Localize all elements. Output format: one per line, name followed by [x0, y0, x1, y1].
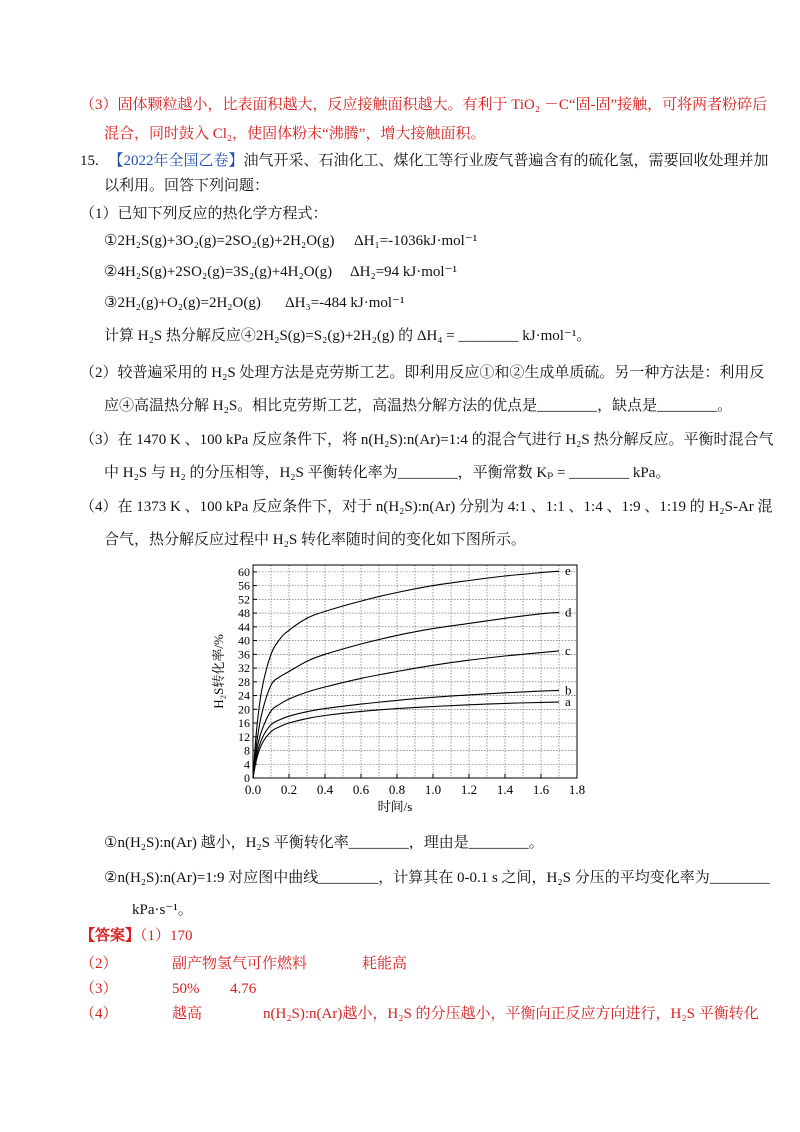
conversion-chart — [210, 555, 590, 820]
part1-calc: 计算 H₂S 热分解反应④2H₂S(g)=S₂(g)+2H₂(g) 的 ΔH₄ = ________ kJ·mol⁻¹。 — [104, 328, 592, 344]
y-tick-label: 32 — [238, 661, 250, 676]
answer-2-num: （2） — [80, 956, 118, 972]
x-axis-label: 时间/s — [377, 799, 413, 814]
y-tick-label: 40 — [238, 633, 250, 648]
x-tick-label: 0.6 — [352, 782, 370, 797]
y-tick-label: 48 — [238, 606, 250, 621]
part4-line-1: （4）在 1373 K 、100 kPa 反应条件下，对于 n(H₂S):n(Ar) 分别为 4:1 、1:1 、1:4 、1:9 、1:19 的 H₂S-Ar 混 — [80, 499, 773, 515]
equation-3-dh: ΔH₃=-484 kJ·mol⁻¹ — [285, 295, 405, 311]
y-tick-label: 44 — [238, 619, 250, 634]
series-line-e — [253, 571, 559, 778]
equation-2 — [104, 262, 457, 282]
equation-2-dh: ΔH₂=94 kJ·mol⁻¹ — [350, 264, 457, 280]
x-tick-label: 1.8 — [568, 782, 586, 797]
y-tick-label: 24 — [238, 688, 250, 703]
x-tick-label: 0.8 — [388, 782, 406, 797]
y-tick-label: 0 — [244, 771, 250, 785]
answer-line-3 — [80, 979, 257, 999]
answer-1: （1）170 — [140, 928, 193, 944]
x-tick-label: 1.6 — [532, 782, 550, 797]
answer-line-1 — [80, 926, 193, 946]
equation-1 — [104, 231, 478, 251]
y-tick-label: 8 — [244, 743, 250, 758]
series-label-b: b — [565, 682, 572, 698]
equation-3-text: ③2H₂(g)+O₂(g)=2H₂O(g) — [104, 295, 261, 311]
intro-line-2: 混合，同时鼓入 Cl₂，使固体粉末“沸腾”，增大接触面积。 — [104, 126, 486, 142]
x-tick-label: 1.4 — [496, 782, 514, 797]
series-label-a: a — [565, 694, 571, 710]
series-label-e: e — [565, 563, 571, 579]
question-number: 15. — [80, 153, 99, 169]
x-tick-label: 0.4 — [316, 782, 334, 797]
conversion-chart-svg — [210, 555, 590, 820]
sub-question-2: ②n(H₂S):n(Ar)=1:9 对应图中曲线________，计算其在 0-0.1 s 之间，H₂S 分压的平均变化率为________ — [104, 870, 770, 886]
equation-3 — [104, 293, 405, 313]
question-stem-text: 油气开采、石油化工、煤化工等行业废气普遍含有的硫化氢，需要回收处理并加 — [243, 153, 769, 169]
y-tick-label: 36 — [238, 647, 250, 662]
y-tick-label: 16 — [238, 716, 250, 731]
y-tick-label: 56 — [238, 578, 250, 593]
sub-question-1: ①n(H₂S):n(Ar) 越小，H₂S 平衡转化率________，理由是________。 — [104, 835, 544, 851]
y-tick-label: 4 — [244, 757, 250, 772]
part3-line-2: 中 H₂S 与 H₂ 的分压相等，H₂S 平衡转化率为________，平衡常数 Kₚ = ________ kPa。 — [104, 465, 671, 481]
equation-1-dh: ΔH₁=-1036kJ·mol⁻¹ — [354, 233, 478, 249]
question-stem-1 — [80, 151, 769, 171]
part1-intro: （1）已知下列反应的热化学方程式： — [80, 206, 328, 222]
series-label-c: c — [565, 642, 571, 658]
equation-1-text: ①2H₂S(g)+3O₂(g)=2SO₂(g)+2H₂O(g) — [104, 233, 335, 249]
intro-line-1: （3）固体颗粒越小，比表面积越大，反应接触面积越大。有利于 TiO₂ －C“固-固”接触，可将两者粉碎后 — [80, 97, 768, 113]
y-tick-label: 28 — [238, 674, 250, 689]
answer-line-2 — [80, 954, 408, 974]
answer-label: 【答案】 — [80, 928, 141, 944]
answer-4-trend: 越高 — [172, 1006, 203, 1022]
sub-question-2-unit: kPa·s⁻¹。 — [132, 902, 193, 918]
y-tick-label: 52 — [238, 592, 250, 607]
answer-2-disadvantage: 耗能高 — [362, 956, 408, 972]
series-label-d: d — [565, 604, 572, 620]
part2-line-2: 应④高温热分解 H₂S。相比克劳斯工艺，高温热分解方法的优点是________，缺点是________。 — [104, 398, 733, 414]
answer-3-num: （3） — [80, 981, 118, 997]
part4-line-2: 合气，热分解反应过程中 H₂S 转化率随时间的变化如下图所示。 — [104, 532, 526, 548]
question-stem-2: 以利用。回答下列问题： — [104, 178, 270, 194]
answer-4-reason: n(H₂S):n(Ar)越小，H₂S 的分压越小，平衡向正反应方向进行，H₂S 平衡转化 — [263, 1006, 759, 1022]
y-axis-label: H₂S转化率/% — [211, 634, 226, 709]
y-tick-label: 12 — [238, 729, 250, 744]
answer-2-advantage: 副产物氢气可作燃料 — [172, 956, 308, 972]
part2-line-1: （2）较普遍采用的 H₂S 处理方法是克劳斯工艺。即利用反应①和②生成单质硫。另一种方法是：利用反 — [80, 365, 765, 381]
x-tick-label: 0.0 — [244, 782, 262, 797]
x-tick-label: 1.2 — [460, 782, 478, 797]
part3-line-1: （3）在 1470 K 、100 kPa 反应条件下，将 n(H₂S):n(Ar)=1:4 的混合气进行 H₂S 热分解反应。平衡时混合气 — [80, 432, 774, 448]
y-tick-label: 60 — [238, 564, 250, 579]
answer-4-num: （4） — [80, 1006, 118, 1022]
question-source: 【2022年全国乙卷】 — [108, 153, 244, 169]
answer-3-conversion: 50% — [172, 981, 200, 997]
answer-3-kp: 4.76 — [230, 981, 257, 997]
x-tick-label: 0.2 — [280, 782, 298, 797]
equation-2-text: ②4H₂S(g)+2SO₂(g)=3S₂(g)+4H₂O(g) — [104, 264, 333, 280]
series-line-c — [253, 651, 559, 778]
x-tick-label: 1.0 — [424, 782, 442, 797]
y-tick-label: 20 — [238, 702, 250, 717]
answer-line-4 — [80, 1004, 759, 1024]
